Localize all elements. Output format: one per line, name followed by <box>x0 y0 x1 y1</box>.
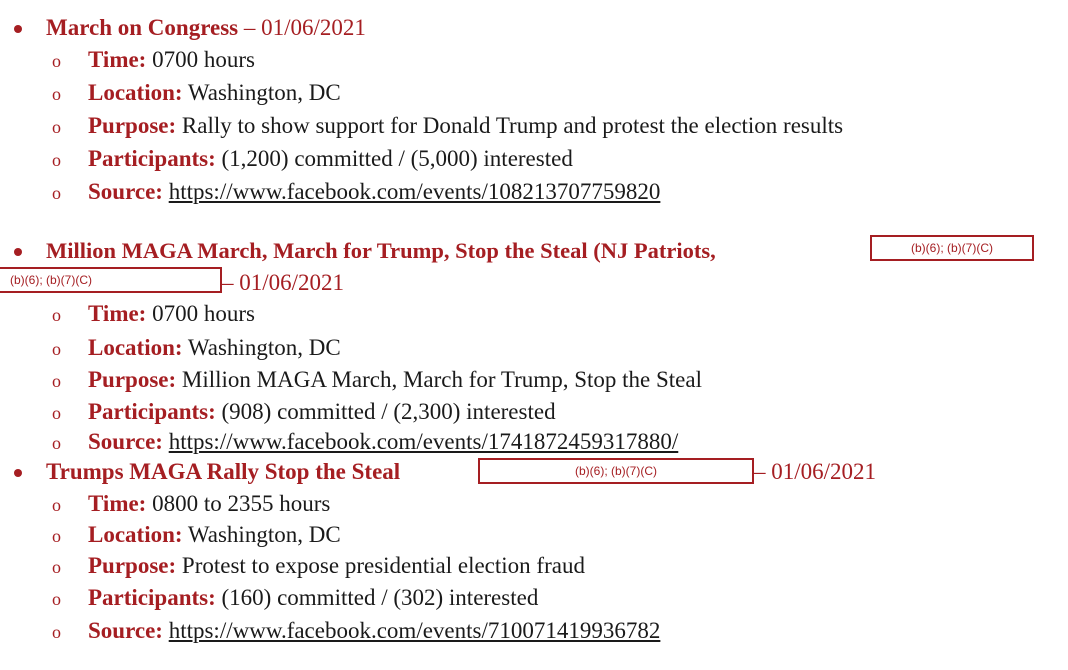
event-3-purpose <box>0 552 1068 580</box>
time-label: Time: <box>88 301 147 326</box>
bullet-icon <box>14 469 22 477</box>
event-3-source <box>0 617 1068 645</box>
participants-value: (908) committed / (2,300) interested <box>215 399 556 424</box>
circle-bullet-icon: o <box>52 526 61 546</box>
event-2-source <box>0 428 1068 456</box>
source-link[interactable]: https://www.facebook.com/events/108213707759820 <box>168 179 661 204</box>
participants-label: Participants: <box>88 399 216 424</box>
purpose-value: Protest to expose presidential election fraud <box>176 553 585 578</box>
event-3-time <box>0 490 1068 518</box>
event-date: – 01/06/2021 <box>222 270 345 295</box>
location-value: Washington, DC <box>182 80 341 105</box>
source-link[interactable]: https://www.facebook.com/events/1741872459317880/ <box>168 429 679 454</box>
event-3-location <box>0 521 1068 549</box>
time-label: Time: <box>88 47 147 72</box>
location-value: Washington, DC <box>182 335 341 360</box>
bullet-icon <box>14 25 22 33</box>
source-label: Source: <box>88 179 163 204</box>
event-1-participants <box>0 145 1068 173</box>
event-title: Trumps MAGA Rally Stop the Steal <box>46 459 401 484</box>
circle-bullet-icon: o <box>52 433 61 453</box>
circle-bullet-icon: o <box>52 51 61 71</box>
time-value: 0700 hours <box>146 301 255 326</box>
event-2-participants <box>0 398 1068 426</box>
time-value: 0800 to 2355 hours <box>146 491 331 516</box>
event-2-time <box>0 300 1068 328</box>
circle-bullet-icon: o <box>52 339 61 359</box>
source-label: Source: <box>88 618 163 643</box>
event-1-location <box>0 79 1068 107</box>
source-label: Source: <box>88 429 163 454</box>
event-1-time <box>0 46 1068 74</box>
event-title: March on Congress – 01/06/2021 <box>46 15 366 40</box>
participants-value: (1,200) committed / (5,000) interested <box>215 146 573 171</box>
location-label: Location: <box>88 522 183 547</box>
circle-bullet-icon: o <box>52 589 61 609</box>
event-date: – 01/06/2021 <box>238 15 366 40</box>
event-date: – 01/06/2021 <box>754 459 877 484</box>
purpose-label: Purpose: <box>88 113 177 138</box>
circle-bullet-icon: o <box>52 622 61 642</box>
purpose-value: Million MAGA March, March for Trump, Stop the Steal <box>176 367 702 392</box>
circle-bullet-icon: o <box>52 183 61 203</box>
location-value: Washington, DC <box>182 522 341 547</box>
event-2-date-line <box>222 269 522 297</box>
purpose-value: Rally to show support for Donald Trump and protest the election results <box>176 113 844 138</box>
purpose-label: Purpose: <box>88 553 177 578</box>
participants-label: Participants: <box>88 146 216 171</box>
circle-bullet-icon: o <box>52 403 61 423</box>
location-label: Location: <box>88 80 183 105</box>
redaction-box: (b)(6); (b)(7)(C) <box>0 267 222 293</box>
purpose-label: Purpose: <box>88 367 177 392</box>
circle-bullet-icon: o <box>52 305 61 325</box>
location-label: Location: <box>88 335 183 360</box>
event-1-heading <box>0 14 1068 42</box>
circle-bullet-icon: o <box>52 84 61 104</box>
participants-value: (160) committed / (302) interested <box>215 585 539 610</box>
circle-bullet-icon: o <box>52 117 61 137</box>
bullet-icon <box>14 248 22 256</box>
circle-bullet-icon: o <box>52 150 61 170</box>
event-title: Million MAGA March, March for Trump, Stop the Steal (NJ Patriots, <box>46 238 716 263</box>
circle-bullet-icon: o <box>52 495 61 515</box>
event-2-location <box>0 334 1068 362</box>
event-2-purpose <box>0 366 1068 394</box>
event-3-date-line <box>754 458 1054 486</box>
event-1-source <box>0 178 1068 206</box>
participants-label: Participants: <box>88 585 216 610</box>
time-value: 0700 hours <box>146 47 255 72</box>
redaction-box: (b)(6); (b)(7)(C) <box>870 235 1034 261</box>
circle-bullet-icon: o <box>52 557 61 577</box>
circle-bullet-icon: o <box>52 371 61 391</box>
time-label: Time: <box>88 491 147 516</box>
event-1-purpose <box>0 112 1068 140</box>
source-link[interactable]: https://www.facebook.com/events/710071419936782 <box>168 618 661 643</box>
redaction-box: (b)(6); (b)(7)(C) <box>478 458 754 484</box>
event-3-participants <box>0 584 1068 612</box>
